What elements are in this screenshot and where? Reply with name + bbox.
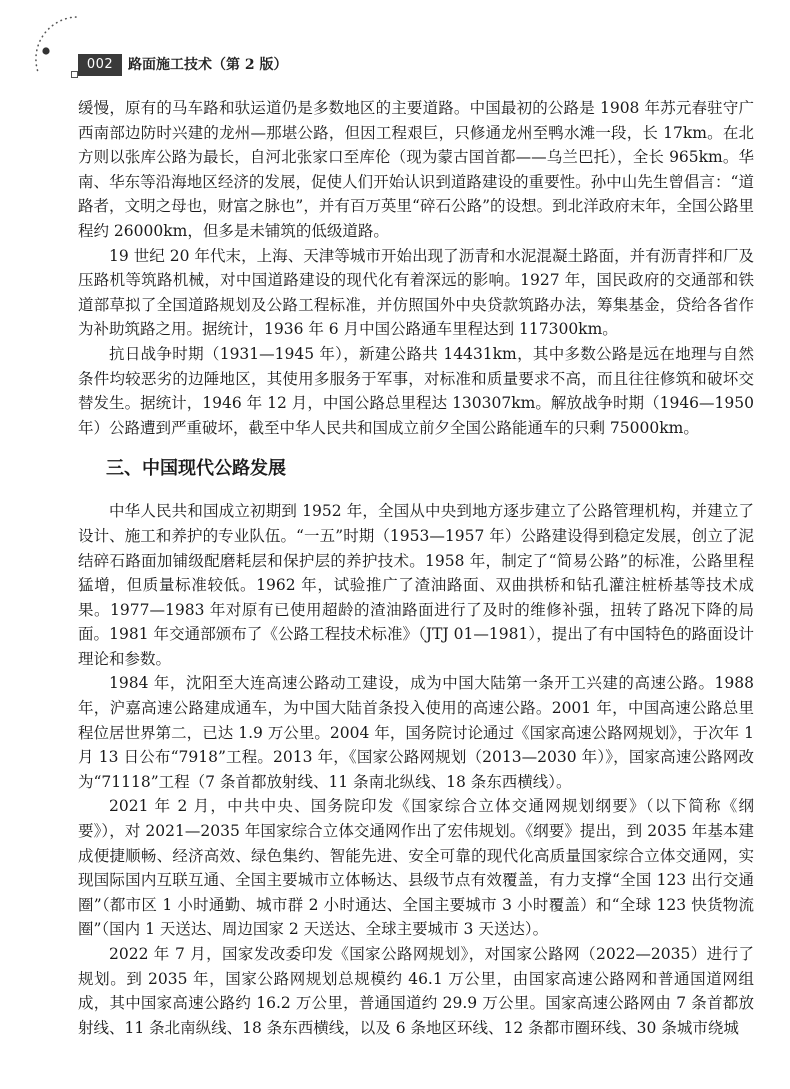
paragraph: 2022 年 7 月，国家发改委印发《国家公路网规划》，对国家公路网（2022—2035）进行了规划。到 2035 年，国家公路网规划总规模约 46.1 万公里，由国家高速公路网和普通国道网组成，其中国家高速公路约 16.2 万公里，普通国道约 29.9 万公里。国家高速公路网由 7 条首都放射线、11 条北南纵线、18 条东西横线，以及 6 条地区环线、12 条都市圈环线、30 条城市绕城: [78, 945, 754, 1037]
paragraph: 抗日战争时期（1931—1945 年），新建公路共 14431km，其中多数公路是远在地理与自然条件均较恶劣的边陲地区，其使用多服务于军事，对标准和质量要求不高，而且往往修筑和破坏交替发生。据统计，1946 年 12 月，中国公路总里程达 130307km。解放战争时期（1946—1950 年）公路遭到严重破坏，截至中华人民共和国成立前夕全国公路能通车的只剩 75000km。: [78, 344, 754, 437]
paragraph: 2021 年 2 月，中共中央、国务院印发《国家综合立体交通网规划纲要》（以下简称《纲要》），对 2021—2035 年国家综合立体交通网作出了宏伟规划。《纲要》提出，到 2035 年基本建成便捷顺畅、经济高效、绿色集约、智能先进、安全可靠的现代化高质量国家综合立体交通网，实现国际国内互联互通、全国主要城市立体畅达、县级节点有效覆盖，有力支撑“全国 123 出行交通圈”（都市区 1 小时通勤、城市群 2 小时通达、全国主要城市 3 小时覆盖）和“全球 123 快货物流圈”（国内 1 天送达、周边国家 2 天送达、全球主要城市 3 天送达）。: [78, 797, 754, 939]
page-body: [78, 96, 754, 1040]
dotted-arc-decoration-icon: [18, 14, 98, 90]
paragraph: 1984 年，沈阳至大连高速公路动工建设，成为中国大陆第一条开工兴建的高速公路。1988 年，沪嘉高速公路建成通车，为中国大陆首条投入使用的高速公路。2001 年，中国高速公路总里程位居世界第二，已达 1.9 万公里。2004 年，国务院讨论通过《国家高速公路网规划》，于次年 1 月 13 日公布“7918”工程。2013 年，《国家公路网规划（2013—2030 年）》，国家高速公路网改为“71118”工程（7 条首都放射线、11 条南北纵线、18 条东西横线）。: [78, 674, 754, 791]
paragraph: 中华人民共和国成立初期到 1952 年，全国从中央到地方逐步建立了公路管理机构，并建立了设计、施工和养护的专业队伍。“一五”时期（1953—1957 年）公路建设得到稳定发展，创立了泥结碎石路面加铺级配磨耗层和保护层的养护技术。1958 年，制定了“简易公路”的标准，公路里程猛增，但质量标准较低。1962 年，试验推广了渣油路面、双曲拱桥和钻孔灌注桩桥基等技术成果。1977—1983 年对原有已使用超龄的渣油路面进行了及时的维修补强，扭转了路况下降的局面。1981 年交通部颁布了《公路工程技术标准》（JTJ 01—1981），提出了有中国特色的路面设计理论和参数。: [78, 502, 754, 668]
page-number: 002: [78, 54, 122, 76]
book-title: 路面施工技术（第 2 版）: [128, 57, 288, 73]
paragraph: 缓慢，原有的马车路和驮运道仍是多数地区的主要道路。中国最初的公路是 1908 年苏元春驻守广西南部边防时兴建的龙州—那堪公路，但因工程艰巨，只修通龙州至鸭水滩一段，长 17km。在北方则以张库公路为最长，自河北张家口至库伦（现为蒙古国首都——乌兰巴托），全长 965km。华南、华东等沿海地区经济的发展，促使人们开始认识到道路建设的重要性。孙中山先生曾倡言：“道路者，文明之母也，财富之脉也”，并有百万英里“碎石公路”的设想。到北洋政府末年，全国公路里程约 26000km，但多是未铺筑的低级道路。: [78, 99, 754, 240]
section-heading: 三、中国现代公路发展: [106, 458, 286, 480]
paragraph: 19 世纪 20 年代末，上海、天津等城市开始出现了沥青和水泥混凝土路面，并有沥青拌和厂及压路机等筑路机械，对中国道路建设的现代化有着深远的影响。1927 年，国民政府的交通部和铁道部草拟了全国道路规划及公路工程标准，并仿照国外中央贷款筑路办法，筹集基金，贷给各省作为补助筑路之用。据统计，1936 年 6 月中国公路通车里程达到 117300km。: [78, 246, 754, 339]
page-header: [18, 14, 348, 90]
